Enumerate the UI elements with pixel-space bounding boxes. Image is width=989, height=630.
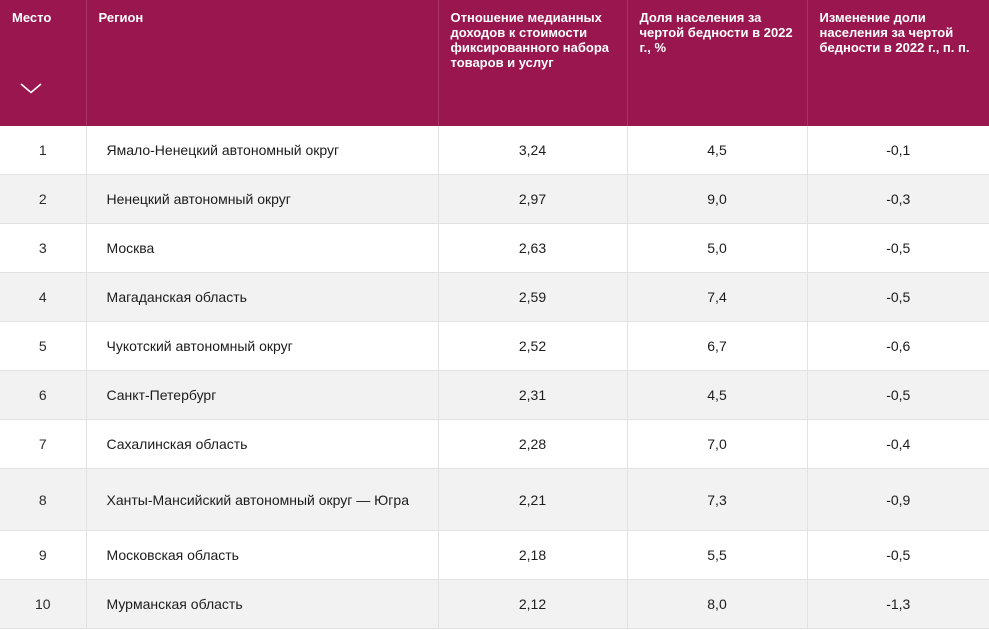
cell-income-ratio: 2,59 — [438, 273, 627, 322]
cell-poverty-share: 7,0 — [627, 420, 807, 469]
cell-income-ratio: 2,97 — [438, 175, 627, 224]
cell-region: Санкт-Петербург — [86, 371, 438, 420]
cell-poverty-share: 7,3 — [627, 469, 807, 531]
cell-poverty-share: 5,0 — [627, 224, 807, 273]
cell-poverty-change: -0,5 — [807, 224, 989, 273]
cell-poverty-change: -1,3 — [807, 580, 989, 629]
table-row — [0, 322, 989, 371]
cell-region: Ханты-Мансийский автономный округ — Югра — [86, 469, 438, 531]
table-row — [0, 469, 989, 531]
cell-income-ratio: 3,24 — [438, 126, 627, 175]
column-header-region-label: Регион — [98, 10, 144, 25]
column-header-poverty-change[interactable] — [807, 0, 989, 126]
column-header-poverty-share[interactable] — [627, 0, 807, 126]
table-header-row — [0, 0, 989, 126]
cell-region: Ненецкий автономный округ — [86, 175, 438, 224]
cell-place: 7 — [0, 420, 86, 469]
table-row — [0, 580, 989, 629]
cell-poverty-share: 8,0 — [627, 580, 807, 629]
cell-poverty-change: -0,5 — [807, 273, 989, 322]
cell-region: Ямало-Ненецкий автономный округ — [86, 126, 438, 175]
column-header-income-ratio-label: Отношение медианных доходов к стоимости фиксированного набора товаров и услуг — [450, 10, 610, 70]
cell-place: 2 — [0, 175, 86, 224]
table-row — [0, 175, 989, 224]
cell-region: Сахалинская область — [86, 420, 438, 469]
cell-poverty-share: 5,5 — [627, 531, 807, 580]
cell-income-ratio: 2,12 — [438, 580, 627, 629]
table-header — [0, 0, 989, 126]
column-header-poverty-change-label: Изменение доли населения за чертой бедности в 2022 г., п. п. — [819, 10, 970, 55]
cell-place: 5 — [0, 322, 86, 371]
table-row — [0, 531, 989, 580]
cell-poverty-share: 7,4 — [627, 273, 807, 322]
cell-poverty-share: 9,0 — [627, 175, 807, 224]
table-row — [0, 273, 989, 322]
column-header-region[interactable] — [86, 0, 438, 126]
cell-income-ratio: 2,28 — [438, 420, 627, 469]
cell-poverty-change: -0,6 — [807, 322, 989, 371]
column-header-place-inner — [12, 10, 74, 116]
cell-place: 6 — [0, 371, 86, 420]
cell-income-ratio: 2,18 — [438, 531, 627, 580]
column-header-place[interactable] — [0, 0, 86, 126]
cell-income-ratio: 2,31 — [438, 371, 627, 420]
column-header-place-label: Место — [12, 10, 52, 25]
cell-poverty-change: -0,4 — [807, 420, 989, 469]
cell-region: Мурманская область — [86, 580, 438, 629]
cell-place: 3 — [0, 224, 86, 273]
cell-poverty-change: -0,1 — [807, 126, 989, 175]
cell-poverty-change: -0,5 — [807, 371, 989, 420]
column-header-poverty-share-label: Доля населения за чертой бедности в 2022 г., % — [639, 10, 793, 55]
cell-poverty-change: -0,3 — [807, 175, 989, 224]
table-row — [0, 420, 989, 469]
cell-place: 10 — [0, 580, 86, 629]
cell-region: Московская область — [86, 531, 438, 580]
cell-income-ratio: 2,63 — [438, 224, 627, 273]
cell-place: 1 — [0, 126, 86, 175]
cell-region: Москва — [86, 224, 438, 273]
cell-place: 9 — [0, 531, 86, 580]
table-body — [0, 126, 989, 629]
cell-place: 8 — [0, 469, 86, 531]
cell-region: Магаданская область — [86, 273, 438, 322]
cell-income-ratio: 2,21 — [438, 469, 627, 531]
chevron-down-icon[interactable] — [20, 83, 42, 94]
cell-poverty-change: -0,5 — [807, 531, 989, 580]
table-row — [0, 371, 989, 420]
table-row — [0, 126, 989, 175]
cell-poverty-share: 4,5 — [627, 371, 807, 420]
cell-region: Чукотский автономный округ — [86, 322, 438, 371]
column-header-income-ratio[interactable] — [438, 0, 627, 126]
cell-place: 4 — [0, 273, 86, 322]
cell-poverty-change: -0,9 — [807, 469, 989, 531]
cell-income-ratio: 2,52 — [438, 322, 627, 371]
cell-poverty-share: 4,5 — [627, 126, 807, 175]
cell-poverty-share: 6,7 — [627, 322, 807, 371]
table-row — [0, 224, 989, 273]
